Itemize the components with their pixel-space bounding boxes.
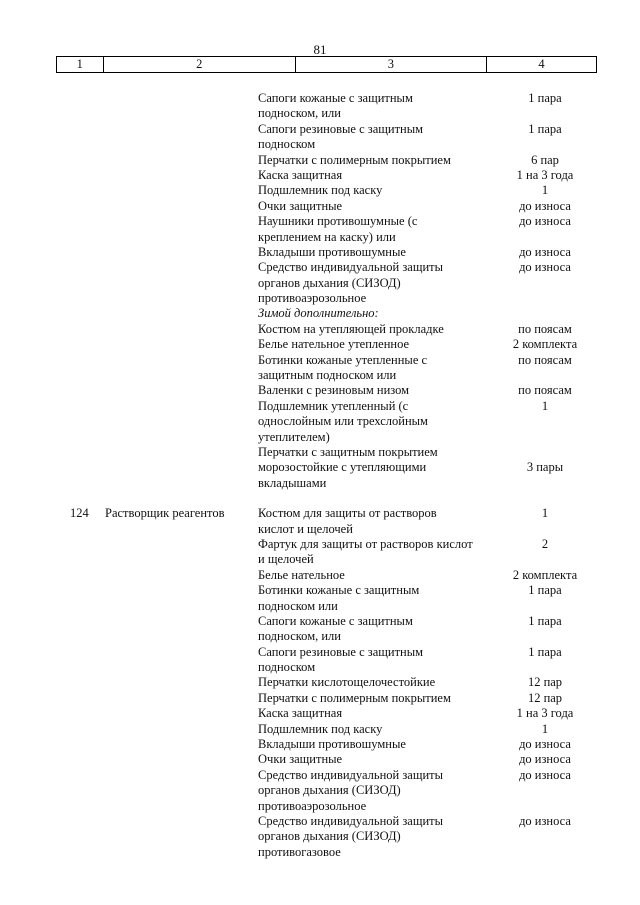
item-name: Средство индивидуальной защиты	[258, 260, 444, 275]
norms-table-body	[0, 91, 640, 860]
column-header-table	[56, 56, 597, 73]
table-row	[0, 660, 640, 675]
issue-norm: 1 на 3 года	[516, 706, 574, 721]
item-name: противоаэрозольное	[258, 291, 367, 306]
item-name: Средство индивидуальной защиты	[258, 767, 444, 782]
column-header-4: 4	[486, 57, 596, 73]
item-name: кислот и щелочей	[258, 521, 353, 536]
issue-norm: до износа	[519, 198, 571, 213]
table-row	[0, 322, 640, 337]
table-row	[0, 752, 640, 767]
issue-norm: до износа	[519, 737, 571, 752]
table-row	[0, 183, 640, 198]
item-name: Перчатки с защитным покрытием	[258, 444, 438, 459]
issue-norm: 1 пара	[528, 121, 562, 136]
item-name: Сапоги кожаные с защитным	[258, 91, 413, 105]
table-row	[0, 122, 640, 137]
item-name: Средство индивидуальной защиты	[258, 813, 444, 828]
issue-norm: до износа	[519, 244, 571, 259]
item-name: Сапоги резиновые с защитным	[258, 644, 424, 659]
table-row	[0, 199, 640, 214]
item-name: органов дыхания (СИЗОД)	[258, 829, 401, 844]
column-header-3: 3	[295, 57, 486, 73]
table-row	[0, 476, 640, 491]
table-row	[0, 260, 640, 275]
item-name: Фартук для защиты от растворов кислот	[258, 536, 473, 551]
item-name: подноском	[258, 137, 316, 152]
table-row	[0, 814, 640, 829]
table-row	[0, 599, 640, 614]
issue-norm: 1	[541, 183, 549, 198]
table-row	[0, 675, 640, 690]
item-name: Белье нательное	[258, 567, 345, 582]
issue-norm: 2 комплекта	[512, 337, 578, 352]
table-row	[0, 168, 640, 183]
item-name: Наушники противошумные (с	[258, 214, 418, 229]
table-row	[0, 137, 640, 152]
table-row	[0, 537, 640, 552]
table-row	[0, 645, 640, 660]
table-row	[0, 230, 640, 245]
item-name: подноском или	[258, 598, 338, 613]
item-name: Вкладыши противошумные	[258, 244, 406, 259]
item-name: Вкладыши противошумные	[258, 737, 406, 752]
item-name: органов дыхания (СИЗОД)	[258, 783, 401, 798]
issue-norm: 1 пара	[528, 613, 562, 628]
table-row	[0, 829, 640, 844]
table-row	[0, 306, 640, 321]
issue-norm: 12 пар	[527, 675, 563, 690]
issue-norm: 6 пар	[531, 152, 559, 167]
issue-norm: до износа	[519, 752, 571, 767]
issue-norm: 1 пара	[528, 91, 562, 105]
item-name: Каска защитная	[258, 706, 343, 721]
table-row	[0, 706, 640, 721]
table-row	[0, 768, 640, 783]
table-row	[0, 399, 640, 414]
issue-norm: по поясам	[518, 352, 572, 367]
section-note: Зимой дополнительно:	[258, 306, 379, 321]
item-name: Каска защитная	[258, 167, 343, 182]
item-name: Перчатки с полимерным покрытием	[258, 152, 451, 167]
item-name: Ботинки кожаные утепленные с	[258, 352, 428, 367]
item-name: Костюм на утепляющей прокладке	[258, 321, 444, 336]
issue-norm: 3 пары	[526, 460, 564, 475]
table-row	[0, 383, 640, 398]
issue-norm: до износа	[519, 214, 571, 229]
issue-norm: по поясам	[518, 321, 572, 336]
item-name: морозостойкие с утепляющими	[258, 460, 427, 475]
item-name: Белье нательное утепленное	[258, 337, 410, 352]
table-row	[0, 414, 640, 429]
issue-norm: 1	[541, 506, 549, 521]
table-row	[0, 214, 640, 229]
table-row	[0, 506, 640, 521]
issue-norm: 2	[541, 536, 549, 551]
item-name: Перчатки с полимерным покрытием	[258, 690, 451, 705]
item-name: противогазовое	[258, 844, 341, 859]
table-row	[0, 337, 640, 352]
item-name: однослойным или трехслойным	[258, 414, 428, 429]
table-row	[0, 445, 640, 460]
item-name: Ботинки кожаные с защитным	[258, 583, 420, 598]
table-row	[0, 583, 640, 598]
item-name: утеплителем)	[258, 429, 330, 444]
issue-norm: до износа	[519, 260, 571, 275]
table-row	[0, 353, 640, 368]
table-row	[0, 276, 640, 291]
table-row	[0, 737, 640, 752]
table-row	[0, 522, 640, 537]
table-row	[0, 106, 640, 121]
table-row	[0, 291, 640, 306]
item-name: Сапоги резиновые с защитным	[258, 121, 424, 136]
table-row	[0, 460, 640, 475]
item-name: органов дыхания (СИЗОД)	[258, 275, 401, 290]
table-row	[0, 614, 640, 629]
table-row	[0, 153, 640, 168]
item-name: защитным подноском или	[258, 368, 397, 383]
table-row	[0, 568, 640, 583]
item-name: Подшлемник под каску	[258, 721, 383, 736]
table-row	[0, 430, 640, 445]
issue-norm: 1 пара	[528, 644, 562, 659]
issue-norm: 1	[541, 398, 549, 413]
issue-norm: 2 комплекта	[512, 567, 578, 582]
entry-number: 124	[70, 506, 89, 521]
page-number: 81	[313, 42, 327, 57]
issue-norm: 12 пар	[527, 690, 563, 705]
issue-norm: 1	[541, 721, 549, 736]
item-name: Очки защитные	[258, 198, 343, 213]
item-name: Валенки с резиновым низом	[258, 383, 410, 398]
table-row	[0, 552, 640, 567]
issue-norm: до износа	[519, 767, 571, 782]
table-row	[0, 799, 640, 814]
item-name: Костюм для защиты от растворов	[258, 506, 437, 521]
table-row	[0, 91, 640, 106]
table-row	[0, 722, 640, 737]
item-name: и щелочей	[258, 552, 314, 567]
column-header-2: 2	[103, 57, 295, 73]
table-row	[0, 783, 640, 798]
item-name: подноском, или	[258, 629, 341, 644]
item-name: Подшлемник утепленный (с	[258, 398, 409, 413]
table-row	[0, 845, 640, 860]
item-name: Перчатки кислотощелочестойкие	[258, 675, 436, 690]
entry-separator	[0, 491, 640, 506]
item-name: креплением на каску) или	[258, 229, 396, 244]
issue-norm: 1 на 3 года	[516, 167, 574, 182]
table-row	[0, 629, 640, 644]
issue-norm: до износа	[519, 813, 571, 828]
profession-name: Растворщик реагентов	[105, 506, 225, 521]
item-name: Очки защитные	[258, 752, 343, 767]
table-row	[0, 691, 640, 706]
item-name: противоаэрозольное	[258, 798, 367, 813]
item-name: Подшлемник под каску	[258, 183, 383, 198]
item-name: Сапоги кожаные с защитным	[258, 613, 413, 628]
table-row	[0, 245, 640, 260]
table-row	[0, 368, 640, 383]
issue-norm: по поясам	[518, 383, 572, 398]
item-name: подноском, или	[258, 106, 341, 121]
issue-norm: 1 пара	[528, 583, 562, 598]
item-name: подноском	[258, 660, 316, 675]
item-name: вкладышами	[258, 475, 327, 490]
column-header-1: 1	[57, 57, 104, 73]
column-header-row	[57, 57, 597, 73]
